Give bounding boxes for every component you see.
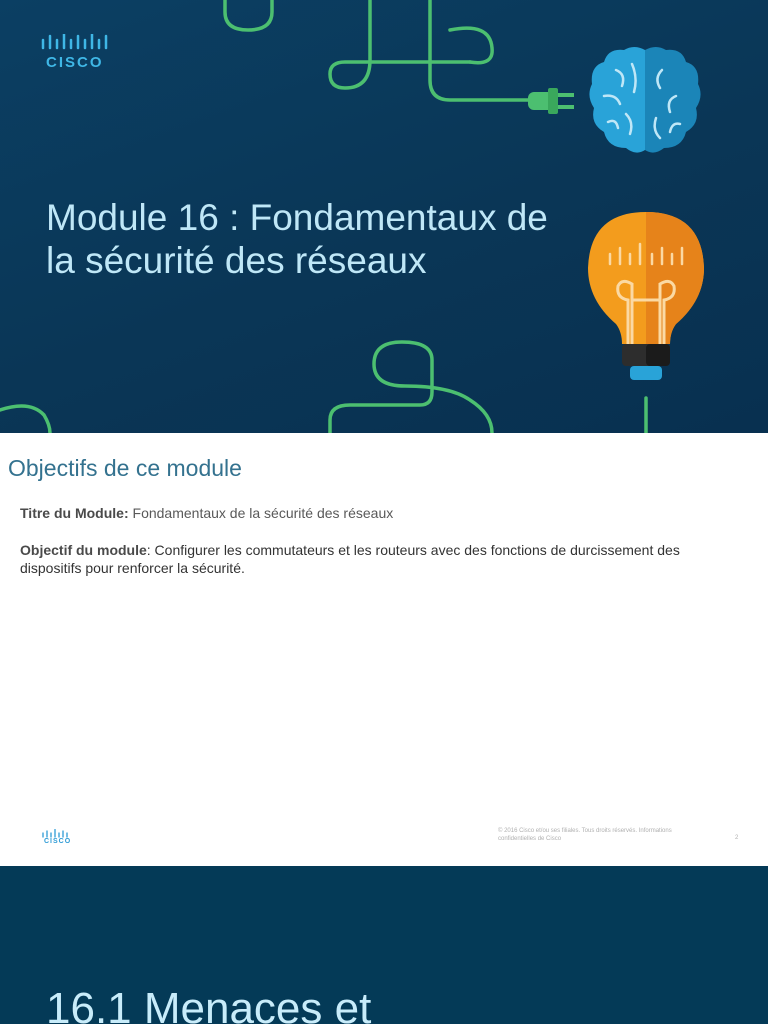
module-title-label: Titre du Module: <box>20 505 129 521</box>
title-slide <box>0 0 768 433</box>
footer-cisco-wordmark: CISCO <box>44 838 72 845</box>
module-objective-label: Objectif du module <box>20 542 147 558</box>
module-objective-value: : Configurer les commutateurs et les routeurs avec des fonctions de durcissement des dispositifs pour renforcer la sécurité. <box>20 542 680 576</box>
section-title: 16.1 Menaces et <box>46 984 372 1024</box>
module-objective-line <box>20 541 740 577</box>
slide-heading: Objectifs de ce module <box>8 455 242 481</box>
module-title-line <box>20 505 393 521</box>
plug-icon <box>528 84 584 116</box>
section-slide <box>0 866 768 1024</box>
lightbulb-icon <box>582 208 710 398</box>
copyright-notice: © 2016 Cisco et/ou ses filiales. Tous droits réservés. Informations confidentielles de Cisco <box>498 828 672 842</box>
module-title-value: Fondamentaux de la sécurité des réseaux <box>128 505 394 521</box>
cisco-wordmark: CISCO <box>46 54 104 71</box>
objectives-slide <box>0 433 768 866</box>
page-number: 2 <box>735 835 739 841</box>
slide-title: Module 16 : Fondamentaux de la sécurité des réseaux <box>46 197 548 281</box>
brain-icon <box>586 44 704 158</box>
